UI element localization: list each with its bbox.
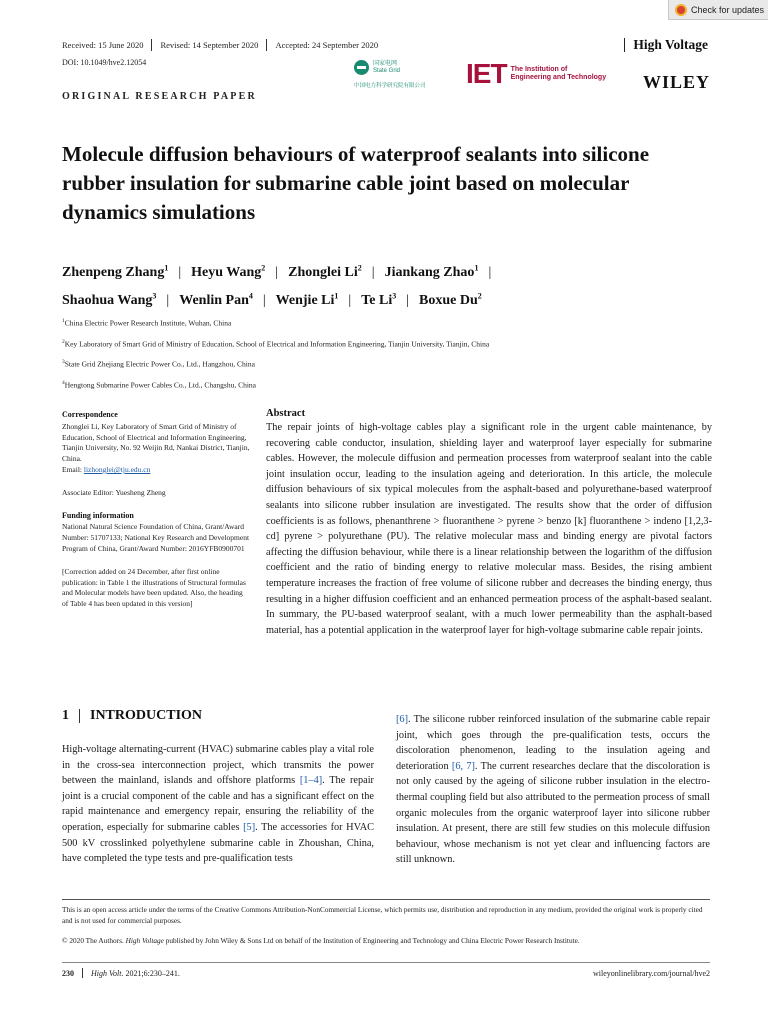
- page-number: 230: [62, 968, 74, 978]
- license-note: This is an open access article under the terms of the Creative Commons Attribution-NonCommercial License, which permits use, distribution and reproduction in any medium, provided the original work is properly cited and is not used for commercial purposes.: [62, 905, 703, 925]
- author[interactable]: Zhonglei Li$^2$: [288, 263, 362, 280]
- email-link[interactable]: lizhonglei@tju.edu.cn: [83, 464, 151, 474]
- article-title: Molecule diffusion behaviours of waterproof sealants into silicone rubber insulation for submarine cable joint based on molecular dynamics simulations: [62, 142, 650, 224]
- author[interactable]: Boxue Du$^2$: [419, 291, 482, 309]
- correspondence-heading: Correspondence: [62, 410, 118, 419]
- page-footer: [62, 968, 710, 978]
- iet-line-1: The Institution of: [510, 66, 568, 73]
- iet-mark: IET: [466, 58, 507, 89]
- correspondence-text: Zhonglei Li, Key Laboratory of Smart Grid of Ministry of Education, School of Electrical and Information Engineering, Tianjin University, No. 92 Weijin Rd, Nankai District, Tianjin, China.: [62, 421, 250, 464]
- check-updates-label: Check for updates: [691, 4, 765, 15]
- citation-link[interactable]: [5]: [243, 821, 256, 833]
- affiliation-item: $^1$China Electric Power Research Institute, Wuhan, China: [62, 318, 232, 328]
- section-heading-introduction: [62, 708, 202, 724]
- author[interactable]: Wenlin Pan$^4$: [179, 291, 253, 309]
- affiliation-item: $^4$Hengtong Submarine Power Cables Co., Ltd., Changshu, China: [62, 379, 256, 389]
- state-grid-logo: [354, 60, 400, 75]
- doi[interactable]: DOI: 10.1049/hve2.12054: [62, 58, 147, 67]
- wiley-logo: WILEY: [642, 72, 710, 92]
- citation: High Volt. 2021;6:230–241.: [91, 968, 180, 978]
- affiliation-item: $^2$Key Laboratory of Smart Grid of Ministry of Education, School of Electrical and Information Engineering, Tianjin University, Tianjin, China: [62, 338, 490, 348]
- state-grid-subtitle: 中国电力科学研究院有限公司: [354, 83, 426, 89]
- divider: [79, 709, 80, 723]
- iet-logo: [466, 59, 606, 89]
- received-date: Received: 15 June 2020: [62, 40, 144, 50]
- divider: [151, 39, 152, 51]
- divider: [82, 968, 83, 978]
- check-updates-icon: [675, 4, 687, 16]
- paper-type-label: ORIGINAL RESEARCH PAPER: [62, 91, 257, 102]
- author-list: Zhenpeng Zhang$^1$ | Heyu Wang$^2$ | Zhonglei Li$^2$ | Jiankang Zhao$^1$ | Shaohua Wang$^3$ | Wenlin Pan$^4$ | Wenjie Li$^1$ | Te Li$^3$ | Boxue Du$^2$: [62, 263, 492, 309]
- journal-url[interactable]: wileyonlinelibrary.com/journal/hve2: [592, 968, 710, 978]
- iet-line-2: Engineering and Technology: [510, 74, 607, 81]
- author[interactable]: Zhenpeng Zhang$^1$: [62, 263, 169, 280]
- correspondence-block: [62, 410, 250, 476]
- funding-text: National Natural Science Foundation of China, Grant/Award Number: 51707133; National Key Research and Development Program of China, Grant/Award Number: 2016YFB0900701: [62, 522, 250, 553]
- journal-title: High Voltage: [624, 38, 708, 52]
- author[interactable]: Jiankang Zhao$^1$: [384, 263, 479, 280]
- publisher-logos: [354, 57, 710, 95]
- check-for-updates-button[interactable]: [668, 0, 768, 20]
- section-title: INTRODUCTION: [90, 708, 203, 723]
- email-label: Email:: [62, 464, 82, 474]
- divider: [266, 39, 267, 51]
- state-grid-en: State Grid: [373, 67, 401, 74]
- affiliations: [62, 316, 702, 398]
- correction-note: [Correction added on 24 December, after first online publication: in Table 1 the illustrations of Structural formulas and Molecular models have been updated. Also, the heading of Table 4 has been updated in this version]: [62, 566, 246, 609]
- abstract-text: The repair joints of high-voltage cables play a significant role in the urgent cable maintenance, by recovering cable conductor, insulation, shielding layer and waterproof layer especially for submarine cables. However, the molecule diffusion and permeation processes from waterproof sealant into the cable joint insulation occur, leading to the insulation ageing and deterioration. In this article, the molecule diffusion behaviours of six typical molecules from the asphalt-based and polyurethane-based waterproof sealants into silicone rubber insulation are investigated. The results show that the order of diffusion coefficients is as follows, phenanthrene > fluoranthene > pyrene > benzo [k] fluoranthene > indeno [1,2,3-cd] pyrene > polyurethane (PU). The relative molecular mass and binding energy are pivotal factors affecting the diffusion behaviour, while there is a linear relationship between the logarithm of the diffusion coefficient and the ratio of binding energy to relative molecular mass. Besides, the rising ambient temperature increases the fraction of free volume of silicone rubber and decreases the binding energy, thus resulting in a higher diffusion coefficient and an enhanced permeation process of the asphalt-based sealant. In summary, the PU-based waterproof sealant, with a much lower permeability than the asphalt-based material, has a potential application in the waterproof layer for high-voltage submarine cable repair joints.: [266, 422, 712, 636]
- accepted-date: Accepted: 24 September 2020: [275, 40, 379, 50]
- intro-paragraph-left: High-voltage alternating-current (HVAC) submarine cables play a vital role in the cross-sea interconnection project, which transmits the power between the mainland, islands and offshore platforms [1–4]. The repair joint is a crucial component of the cable and has a significant effect on the rapid maintenance and emergency repair, ensuring the reliability of the operation, especially for submarine cables [5]. The accessories for HVAC 500 kV crosslinked polyethylene submarine cable in Zhoushan, China, have completed the type tests and pre-qualification tests: [62, 744, 374, 865]
- state-grid-icon: [354, 60, 369, 75]
- revised-date: Revised: 14 September 2020: [160, 40, 259, 50]
- affiliation-item: $^3$State Grid Zhejiang Electric Power Co., Ltd., Hangzhou, China: [62, 359, 255, 369]
- author[interactable]: Heyu Wang$^2$: [191, 263, 266, 280]
- funding-block: [62, 511, 250, 555]
- citation-link[interactable]: [6, 7]: [451, 760, 475, 772]
- article-history: [62, 38, 708, 52]
- citation-link[interactable]: [6]: [396, 714, 409, 725]
- abstract-section: [266, 408, 712, 638]
- section-number: 1: [62, 708, 69, 723]
- copyright-note: © 2020 The Authors. High Voltage published by John Wiley & Sons Ltd on behalf of the Institution of Engineering and Technology and China Electric Power Research Institute.: [62, 936, 580, 945]
- author[interactable]: Shaohua Wang$^3$: [62, 291, 157, 309]
- footnote-divider: [62, 899, 710, 900]
- funding-heading: Funding information: [62, 510, 134, 520]
- citation-link[interactable]: [1–4]: [299, 775, 323, 787]
- page-footer-divider: [62, 962, 710, 963]
- state-grid-cn: 国家电网: [373, 60, 398, 67]
- intro-paragraph-right: [6]. The silicone rubber reinforced insulation of the submarine cable repair joint, which goes through the pre-qualification tests, occurs the discoloration phenomenon, leading to the insulation ageing and deterioration [6, 7]. The current researches declare that the discoloration is not only caused by the ageing of silicone rubber insulation in the electro-thermal coupling field but also attributed to the permeation process of small organic molecules from the organic waterproof layer into silicone rubber insulation. At present, there are still few studies on this molecule diffusion behaviour, whose mechanism is not yet clear and influencing factors are still unknown.: [396, 714, 710, 866]
- article-info-sidebar: [62, 410, 250, 622]
- author[interactable]: Wenjie Li$^1$: [275, 291, 339, 309]
- author[interactable]: Te Li$^3$: [361, 291, 397, 309]
- abstract-heading: Abstract: [266, 408, 306, 419]
- associate-editor: Associate Editor: Yuesheng Zheng: [62, 487, 166, 497]
